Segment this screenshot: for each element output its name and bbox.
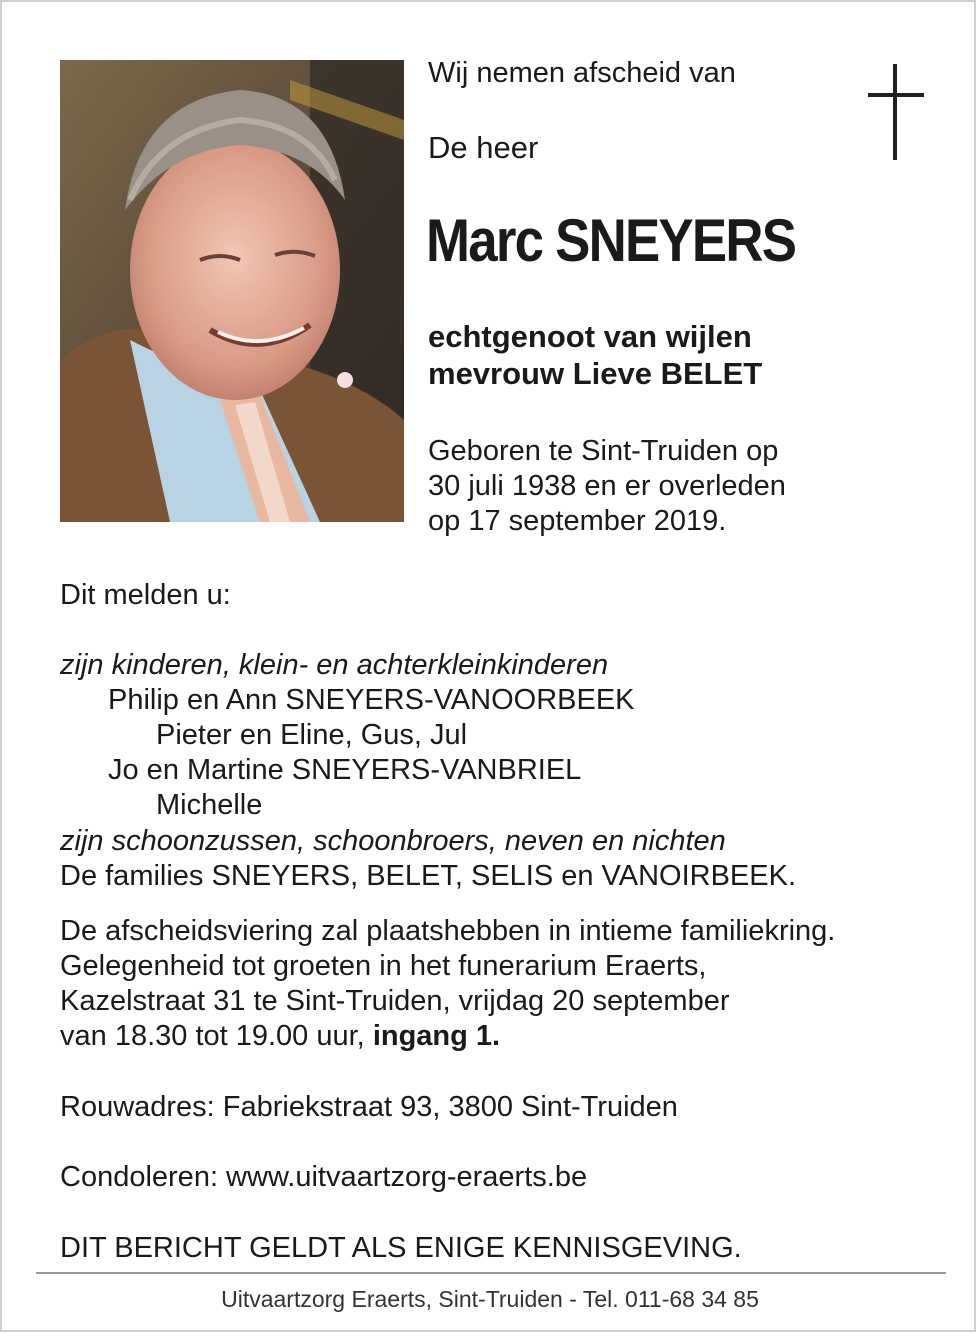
- deceased-name: Marc SNEYERS: [426, 207, 796, 274]
- ceremony-line-3: Kazelstraat 31 te Sint-Truiden, vrijdag 20 september: [60, 985, 730, 1017]
- born-line-1: Geboren te Sint-Truiden op: [428, 435, 779, 467]
- title-text: De heer: [428, 130, 539, 165]
- grandchildren-2: Michelle: [156, 789, 263, 821]
- mourning-address: Rouwadres: Fabriekstraat 93, 3800 Sint-Truiden: [60, 1091, 678, 1123]
- spouse-info: [428, 318, 762, 392]
- child-2: Jo en Martine SNEYERS-VANBRIEL: [108, 754, 582, 786]
- born-line-3: op 17 september 2019.: [428, 505, 727, 537]
- cross-icon: [868, 64, 924, 160]
- footer-text: Uitvaartzorg Eraerts, Sint-Truiden - Tel. 011-68 34 85: [221, 1286, 759, 1312]
- portrait-illustration: [60, 60, 404, 522]
- notice-line: DIT BERICHT GELDT ALS ENIGE KENNISGEVING.: [60, 1232, 742, 1264]
- notify-text: Dit melden u:: [60, 579, 231, 611]
- ceremony-line-1: De afscheidsviering zal plaatshebben in intieme familiekring.: [60, 915, 836, 947]
- grandchildren-1: Pieter en Eline, Gus, Jul: [156, 719, 468, 751]
- entrance-label: ingang 1.: [372, 1020, 501, 1052]
- children-heading: zijn kinderen, klein- en achterkleinkinderen: [60, 649, 609, 681]
- portrait-photo: [60, 60, 404, 522]
- intro-text: Wij nemen afscheid van: [428, 57, 736, 89]
- child-1: Philip en Ann SNEYERS-VANOORBEEK: [108, 684, 635, 716]
- footer-divider: [36, 1272, 946, 1274]
- families-line: De families SNEYERS, BELET, SELIS en VANOIRBEEK.: [60, 860, 797, 892]
- birth-death-info: [428, 434, 786, 539]
- condolences-line: Condoleren: www.uitvaartzorg-eraerts.be: [60, 1161, 588, 1193]
- ceremony-line-4: [60, 1019, 500, 1054]
- ceremony-time: van 18.30 tot 19.00 uur,: [60, 1020, 373, 1052]
- inlaws-heading: zijn schoonzussen, schoonbroers, neven en nichten: [60, 825, 726, 857]
- born-line-2: 30 juli 1938 en er overleden: [428, 470, 786, 502]
- spouse-line-1: echtgenoot van wijlen: [428, 319, 752, 354]
- ceremony-line-2: Gelegenheid tot groeten in het funerarium Eraerts,: [60, 950, 707, 982]
- spouse-line-2: mevrouw Lieve BELET: [428, 356, 763, 391]
